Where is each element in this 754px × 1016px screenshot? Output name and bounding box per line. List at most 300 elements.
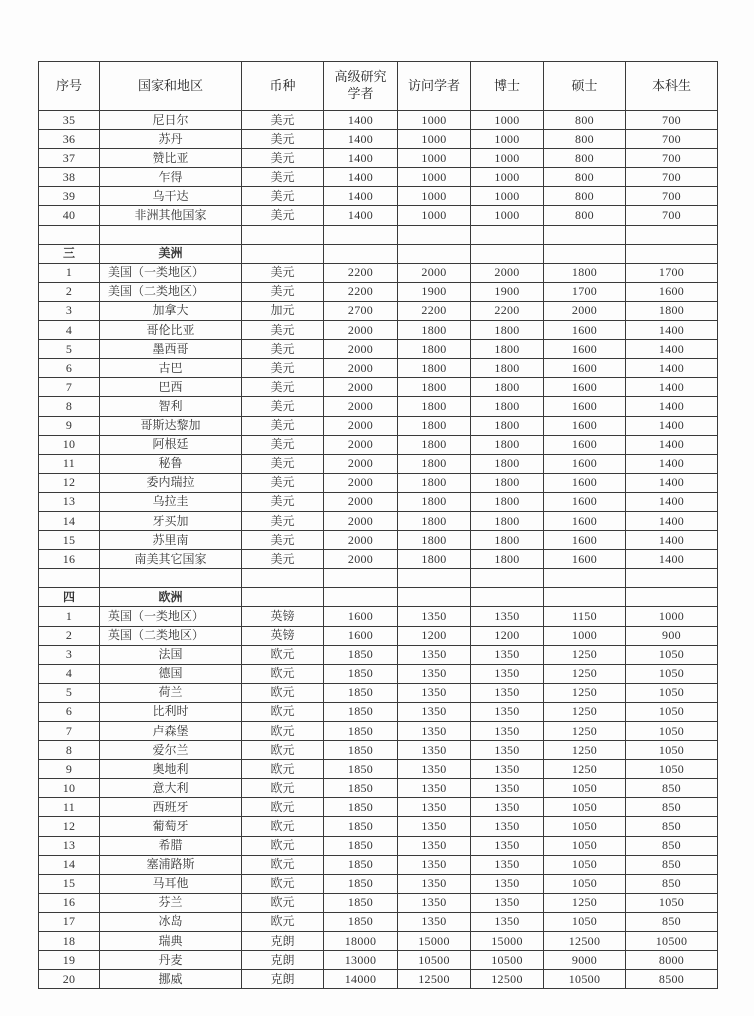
phd-amount: 12500 [471, 970, 544, 989]
visiting-scholar-amount: 1350 [398, 722, 471, 741]
senior-scholar-amount: 1850 [324, 874, 398, 893]
undergrad-amount: 1400 [626, 454, 718, 473]
country-name: 美国（二类地区） [100, 282, 242, 301]
phd-amount: 15000 [471, 932, 544, 951]
phd-amount: 1000 [471, 111, 544, 130]
row-number: 37 [39, 149, 100, 168]
undergrad-amount: 700 [626, 149, 718, 168]
table-row [39, 817, 718, 836]
phd-amount: 2000 [471, 263, 544, 282]
phd-amount: 1350 [471, 607, 544, 626]
row-number: 9 [39, 416, 100, 435]
row-number: 13 [39, 492, 100, 511]
country-name: 古巴 [100, 359, 242, 378]
currency: 加元 [242, 301, 324, 320]
undergrad-amount: 700 [626, 130, 718, 149]
empty-cell [100, 225, 242, 244]
table-row [39, 111, 718, 130]
master-amount: 1600 [544, 378, 626, 397]
currency: 欧元 [242, 836, 324, 855]
phd-amount: 1800 [471, 359, 544, 378]
country-name: 南美其它国家 [100, 550, 242, 569]
country-name: 加拿大 [100, 301, 242, 320]
senior-scholar-amount: 14000 [324, 970, 398, 989]
phd-amount: 1800 [471, 473, 544, 492]
row-number: 14 [39, 511, 100, 530]
table-row [39, 607, 718, 626]
table-row [39, 282, 718, 301]
master-amount: 1800 [544, 263, 626, 282]
undergrad-amount: 850 [626, 779, 718, 798]
visiting-scholar-amount: 1350 [398, 817, 471, 836]
country-name: 挪威 [100, 970, 242, 989]
country-name: 苏丹 [100, 130, 242, 149]
undergrad-amount: 1400 [626, 473, 718, 492]
senior-scholar-amount: 1850 [324, 798, 398, 817]
phd-amount: 2200 [471, 301, 544, 320]
visiting-scholar-amount: 1000 [398, 111, 471, 130]
currency: 欧元 [242, 722, 324, 741]
master-amount: 800 [544, 111, 626, 130]
table-row [39, 702, 718, 721]
header-visiting-scholar: 访问学者 [398, 62, 471, 111]
table-row [39, 722, 718, 741]
header-senior-scholar: 高级研究学者 [324, 62, 398, 111]
master-amount: 1250 [544, 893, 626, 912]
empty-cell [242, 588, 324, 607]
empty-cell [398, 225, 471, 244]
section-header-row [39, 244, 718, 263]
country-name: 阿根廷 [100, 435, 242, 454]
currency: 美元 [242, 435, 324, 454]
undergrad-amount: 1400 [626, 340, 718, 359]
section-name: 美洲 [100, 244, 242, 263]
section-index: 四 [39, 588, 100, 607]
country-name: 爱尔兰 [100, 741, 242, 760]
master-amount: 1050 [544, 912, 626, 931]
table-row [39, 168, 718, 187]
table-row [39, 473, 718, 492]
empty-cell [471, 569, 544, 588]
undergrad-amount: 700 [626, 206, 718, 225]
row-number: 19 [39, 951, 100, 970]
row-number: 1 [39, 263, 100, 282]
phd-amount: 1350 [471, 664, 544, 683]
country-name: 尼日尔 [100, 111, 242, 130]
visiting-scholar-amount: 1350 [398, 893, 471, 912]
country-name: 奥地利 [100, 760, 242, 779]
visiting-scholar-amount: 1800 [398, 359, 471, 378]
currency: 美元 [242, 187, 324, 206]
master-amount: 1250 [544, 683, 626, 702]
senior-scholar-amount: 2000 [324, 454, 398, 473]
table-row [39, 741, 718, 760]
currency: 欧元 [242, 874, 324, 893]
undergrad-amount: 1800 [626, 301, 718, 320]
visiting-scholar-amount: 1000 [398, 149, 471, 168]
row-number: 11 [39, 454, 100, 473]
country-name: 西班牙 [100, 798, 242, 817]
master-amount: 1600 [544, 321, 626, 340]
senior-scholar-amount: 2000 [324, 492, 398, 511]
row-number: 36 [39, 130, 100, 149]
empty-cell [324, 588, 398, 607]
empty-cell [100, 569, 242, 588]
empty-cell [471, 588, 544, 607]
table-row [39, 130, 718, 149]
undergrad-amount: 1050 [626, 664, 718, 683]
country-name: 希腊 [100, 836, 242, 855]
undergrad-amount: 1400 [626, 416, 718, 435]
undergrad-amount: 1400 [626, 435, 718, 454]
header-index: 序号 [39, 62, 100, 111]
country-name: 美国（一类地区） [100, 263, 242, 282]
currency: 美元 [242, 263, 324, 282]
empty-cell [398, 569, 471, 588]
currency: 美元 [242, 168, 324, 187]
table-row [39, 932, 718, 951]
country-name: 非洲其他国家 [100, 206, 242, 225]
senior-scholar-amount: 2000 [324, 511, 398, 530]
row-number: 16 [39, 550, 100, 569]
table-row [39, 893, 718, 912]
senior-scholar-amount: 1850 [324, 741, 398, 760]
master-amount: 1600 [544, 511, 626, 530]
country-name: 牙买加 [100, 511, 242, 530]
table-row [39, 836, 718, 855]
undergrad-amount: 1400 [626, 492, 718, 511]
empty-cell [544, 588, 626, 607]
senior-scholar-amount: 1850 [324, 893, 398, 912]
empty-cell [626, 588, 718, 607]
undergrad-amount: 1400 [626, 378, 718, 397]
row-number: 38 [39, 168, 100, 187]
country-name: 冰岛 [100, 912, 242, 931]
empty-cell [544, 225, 626, 244]
phd-amount: 10500 [471, 951, 544, 970]
undergrad-amount: 850 [626, 874, 718, 893]
undergrad-amount: 1400 [626, 359, 718, 378]
empty-cell [39, 225, 100, 244]
phd-amount: 1200 [471, 626, 544, 645]
master-amount: 1600 [544, 435, 626, 454]
table-row [39, 397, 718, 416]
visiting-scholar-amount: 15000 [398, 932, 471, 951]
row-number: 10 [39, 779, 100, 798]
visiting-scholar-amount: 1000 [398, 168, 471, 187]
phd-amount: 1350 [471, 645, 544, 664]
currency: 美元 [242, 321, 324, 340]
senior-scholar-amount: 1850 [324, 779, 398, 798]
senior-scholar-amount: 2700 [324, 301, 398, 320]
currency: 美元 [242, 454, 324, 473]
row-number: 6 [39, 702, 100, 721]
country-name: 哥伦比亚 [100, 321, 242, 340]
senior-scholar-amount: 18000 [324, 932, 398, 951]
senior-scholar-amount: 1400 [324, 187, 398, 206]
visiting-scholar-amount: 1200 [398, 626, 471, 645]
senior-scholar-amount: 1850 [324, 702, 398, 721]
visiting-scholar-amount: 1350 [398, 683, 471, 702]
visiting-scholar-amount: 1350 [398, 702, 471, 721]
senior-scholar-amount: 1850 [324, 722, 398, 741]
country-name: 墨西哥 [100, 340, 242, 359]
empty-cell [242, 225, 324, 244]
currency: 欧元 [242, 912, 324, 931]
table-row [39, 187, 718, 206]
phd-amount: 1350 [471, 702, 544, 721]
visiting-scholar-amount: 1350 [398, 664, 471, 683]
table-row [39, 874, 718, 893]
visiting-scholar-amount: 1800 [398, 454, 471, 473]
table-row [39, 492, 718, 511]
country-name: 荷兰 [100, 683, 242, 702]
undergrad-amount: 8500 [626, 970, 718, 989]
currency: 欧元 [242, 893, 324, 912]
row-number: 13 [39, 836, 100, 855]
country-name: 英国（一类地区） [100, 607, 242, 626]
table-row [39, 970, 718, 989]
senior-scholar-amount: 1850 [324, 912, 398, 931]
currency: 欧元 [242, 760, 324, 779]
undergrad-amount: 1050 [626, 893, 718, 912]
currency: 美元 [242, 340, 324, 359]
row-number: 17 [39, 912, 100, 931]
undergrad-amount: 1050 [626, 702, 718, 721]
phd-amount: 1350 [471, 741, 544, 760]
currency: 美元 [242, 492, 324, 511]
undergrad-amount: 1400 [626, 550, 718, 569]
undergrad-amount: 850 [626, 817, 718, 836]
master-amount: 1600 [544, 397, 626, 416]
phd-amount: 1800 [471, 511, 544, 530]
master-amount: 800 [544, 206, 626, 225]
senior-scholar-amount: 1600 [324, 626, 398, 645]
master-amount: 1050 [544, 855, 626, 874]
table-row [39, 550, 718, 569]
senior-scholar-amount: 1850 [324, 855, 398, 874]
table-row [39, 301, 718, 320]
phd-amount: 1900 [471, 282, 544, 301]
phd-amount: 1350 [471, 817, 544, 836]
undergrad-amount: 1000 [626, 607, 718, 626]
master-amount: 1600 [544, 531, 626, 550]
phd-amount: 1000 [471, 206, 544, 225]
undergrad-amount: 850 [626, 912, 718, 931]
country-name: 法国 [100, 645, 242, 664]
senior-scholar-amount: 2000 [324, 378, 398, 397]
visiting-scholar-amount: 1800 [398, 473, 471, 492]
row-number: 11 [39, 798, 100, 817]
row-number: 7 [39, 722, 100, 741]
undergrad-amount: 1400 [626, 397, 718, 416]
visiting-scholar-amount: 12500 [398, 970, 471, 989]
currency: 美元 [242, 149, 324, 168]
row-number: 3 [39, 301, 100, 320]
phd-amount: 1800 [471, 454, 544, 473]
table-row [39, 359, 718, 378]
senior-scholar-amount: 2000 [324, 321, 398, 340]
country-name: 英国（二类地区） [100, 626, 242, 645]
empty-cell [626, 569, 718, 588]
table-row [39, 664, 718, 683]
currency: 美元 [242, 473, 324, 492]
header-undergrad: 本科生 [626, 62, 718, 111]
undergrad-amount: 850 [626, 855, 718, 874]
row-number: 5 [39, 683, 100, 702]
visiting-scholar-amount: 1900 [398, 282, 471, 301]
phd-amount: 1800 [471, 435, 544, 454]
senior-scholar-amount: 2000 [324, 531, 398, 550]
master-amount: 1250 [544, 645, 626, 664]
senior-scholar-amount: 2200 [324, 282, 398, 301]
visiting-scholar-amount: 1800 [398, 378, 471, 397]
master-amount: 800 [544, 168, 626, 187]
currency: 欧元 [242, 645, 324, 664]
currency: 欧元 [242, 855, 324, 874]
master-amount: 9000 [544, 951, 626, 970]
undergrad-amount: 850 [626, 836, 718, 855]
currency: 美元 [242, 282, 324, 301]
undergrad-amount: 1400 [626, 531, 718, 550]
row-number: 7 [39, 378, 100, 397]
undergrad-amount: 1050 [626, 645, 718, 664]
table-row [39, 340, 718, 359]
empty-cell [39, 569, 100, 588]
master-amount: 1150 [544, 607, 626, 626]
table-row [39, 760, 718, 779]
visiting-scholar-amount: 1800 [398, 435, 471, 454]
master-amount: 12500 [544, 932, 626, 951]
senior-scholar-amount: 1400 [324, 149, 398, 168]
country-name: 苏里南 [100, 531, 242, 550]
senior-scholar-amount: 1850 [324, 645, 398, 664]
country-name: 乌干达 [100, 187, 242, 206]
row-number: 4 [39, 321, 100, 340]
master-amount: 1250 [544, 760, 626, 779]
undergrad-amount: 700 [626, 187, 718, 206]
row-number: 16 [39, 893, 100, 912]
header-master: 硕士 [544, 62, 626, 111]
visiting-scholar-amount: 1800 [398, 321, 471, 340]
phd-amount: 1350 [471, 893, 544, 912]
senior-scholar-amount: 2000 [324, 473, 398, 492]
master-amount: 1600 [544, 473, 626, 492]
currency: 欧元 [242, 817, 324, 836]
currency: 美元 [242, 111, 324, 130]
master-amount: 10500 [544, 970, 626, 989]
senior-scholar-amount: 1850 [324, 683, 398, 702]
row-number: 35 [39, 111, 100, 130]
visiting-scholar-amount: 1000 [398, 130, 471, 149]
empty-cell [398, 244, 471, 263]
header-phd: 博士 [471, 62, 544, 111]
senior-scholar-amount: 2000 [324, 435, 398, 454]
visiting-scholar-amount: 1800 [398, 511, 471, 530]
phd-amount: 1800 [471, 416, 544, 435]
empty-cell [324, 244, 398, 263]
country-name: 巴西 [100, 378, 242, 397]
senior-scholar-amount: 1400 [324, 130, 398, 149]
row-number: 9 [39, 760, 100, 779]
master-amount: 1050 [544, 798, 626, 817]
phd-amount: 1000 [471, 149, 544, 168]
master-amount: 800 [544, 130, 626, 149]
currency: 欧元 [242, 779, 324, 798]
table-row [39, 855, 718, 874]
row-number: 14 [39, 855, 100, 874]
senior-scholar-amount: 1850 [324, 836, 398, 855]
phd-amount: 1350 [471, 855, 544, 874]
country-name: 哥斯达黎加 [100, 416, 242, 435]
undergrad-amount: 1700 [626, 263, 718, 282]
row-number: 2 [39, 282, 100, 301]
row-number: 20 [39, 970, 100, 989]
phd-amount: 1350 [471, 912, 544, 931]
row-number: 8 [39, 397, 100, 416]
table-row [39, 798, 718, 817]
currency: 英镑 [242, 626, 324, 645]
table-row [39, 626, 718, 645]
master-amount: 1600 [544, 550, 626, 569]
visiting-scholar-amount: 1350 [398, 798, 471, 817]
empty-cell [544, 244, 626, 263]
table-row [39, 511, 718, 530]
currency: 美元 [242, 531, 324, 550]
phd-amount: 1800 [471, 531, 544, 550]
row-number: 1 [39, 607, 100, 626]
visiting-scholar-amount: 1800 [398, 531, 471, 550]
row-number: 8 [39, 741, 100, 760]
section-header-row [39, 588, 718, 607]
empty-cell [471, 244, 544, 263]
master-amount: 1600 [544, 454, 626, 473]
phd-amount: 1350 [471, 874, 544, 893]
undergrad-amount: 10500 [626, 932, 718, 951]
currency: 克朗 [242, 932, 324, 951]
country-name: 智利 [100, 397, 242, 416]
table-row [39, 416, 718, 435]
row-number: 4 [39, 664, 100, 683]
empty-cell [324, 225, 398, 244]
empty-cell [626, 225, 718, 244]
master-amount: 800 [544, 149, 626, 168]
currency: 克朗 [242, 970, 324, 989]
undergrad-amount: 1050 [626, 760, 718, 779]
country-name: 芬兰 [100, 893, 242, 912]
undergrad-amount: 8000 [626, 951, 718, 970]
phd-amount: 1000 [471, 168, 544, 187]
header-row [39, 62, 718, 111]
phd-amount: 1350 [471, 836, 544, 855]
visiting-scholar-amount: 10500 [398, 951, 471, 970]
currency: 美元 [242, 206, 324, 225]
master-amount: 1050 [544, 874, 626, 893]
row-number: 12 [39, 473, 100, 492]
table-row [39, 321, 718, 340]
currency: 欧元 [242, 664, 324, 683]
visiting-scholar-amount: 1350 [398, 836, 471, 855]
phd-amount: 1350 [471, 798, 544, 817]
table-row [39, 912, 718, 931]
phd-amount: 1350 [471, 760, 544, 779]
senior-scholar-amount: 1400 [324, 206, 398, 225]
country-name: 塞浦路斯 [100, 855, 242, 874]
stipend-table [38, 61, 718, 989]
table-row [39, 435, 718, 454]
master-amount: 1600 [544, 492, 626, 511]
currency: 美元 [242, 550, 324, 569]
